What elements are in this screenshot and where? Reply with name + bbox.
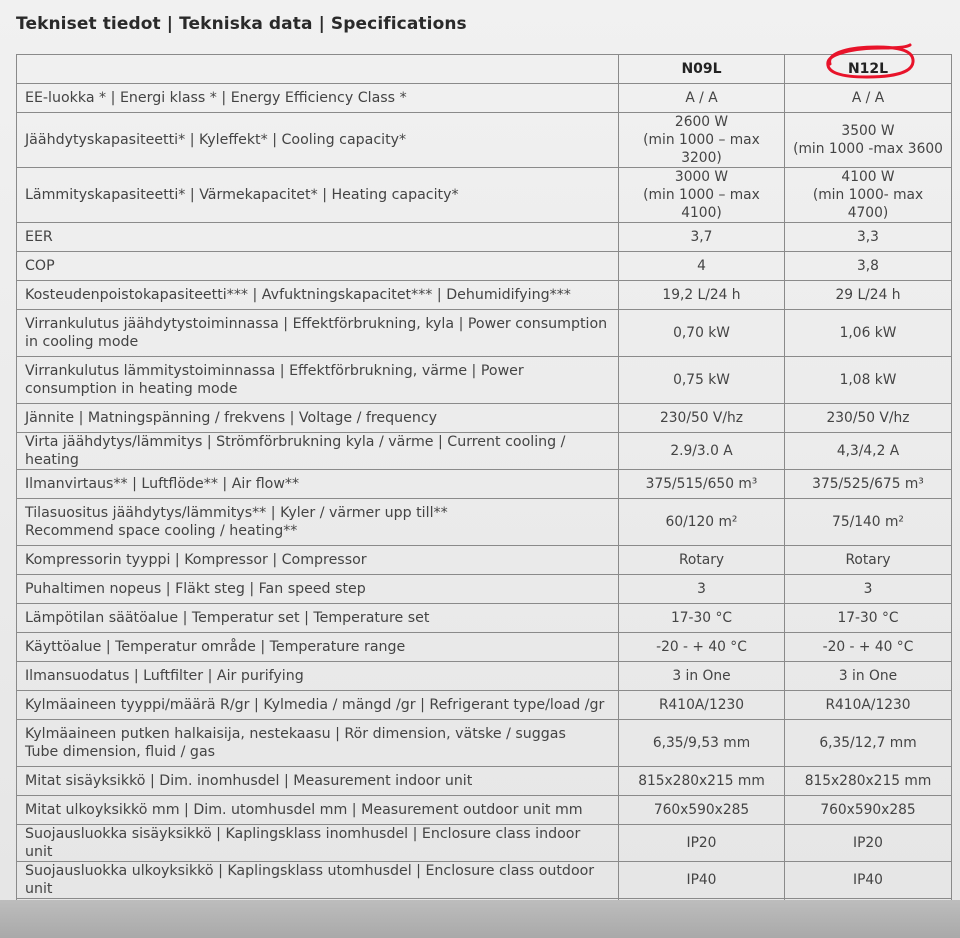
n12l-value: 3500 W (min 1000 -max 3600: [785, 113, 952, 168]
bottom-band: [0, 900, 960, 938]
table-row: [17, 252, 952, 281]
n12l-value: 3,8: [785, 252, 952, 281]
table-row: [17, 633, 952, 662]
spec-label: Kompressorin tyyppi | Kompressor | Compressor: [17, 546, 619, 575]
table-row: [17, 404, 952, 433]
table-row: [17, 767, 952, 796]
table-row: [17, 796, 952, 825]
n09l-value: 2600 W (min 1000 – max 3200): [619, 113, 785, 168]
n09l-value: 17-30 °C: [619, 604, 785, 633]
spec-label: Tilasuositus jäähdytys/lämmitys** | Kyler / värmer upp till** Recommend space cooling / heating**: [17, 499, 619, 546]
n09l-value: 3 in One: [619, 662, 785, 691]
n09l-value: 815x280x215 mm: [619, 767, 785, 796]
n12l-value: 29 L/24 h: [785, 281, 952, 310]
n09l-value: IP20: [619, 825, 785, 862]
table-row: [17, 604, 952, 633]
table-row: [17, 546, 952, 575]
n09l-value: IP40: [619, 862, 785, 899]
header-n12l: N12L: [785, 55, 952, 84]
table-row: [17, 310, 952, 357]
spec-label: Jännite | Matningspänning / frekvens | Voltage / frequency: [17, 404, 619, 433]
n09l-value: 4: [619, 252, 785, 281]
spec-label: Jäähdytyskapasiteetti* | Kyleffekt* | Cooling capacity*: [17, 113, 619, 168]
n09l-value: 3: [619, 575, 785, 604]
n09l-value: 0,70 kW: [619, 310, 785, 357]
n09l-value: A / A: [619, 84, 785, 113]
table-row: [17, 223, 952, 252]
n09l-value: R410A/1230: [619, 691, 785, 720]
spec-label: Virrankulutus jäähdytystoiminnassa | Effektförbrukning, kyla | Power consumption in cooling mode: [17, 310, 619, 357]
spec-label: Ilmanvirtaus** | Luftflöde** | Air flow**: [17, 470, 619, 499]
n12l-value: 815x280x215 mm: [785, 767, 952, 796]
spec-label: Virta jäähdytys/lämmitys | Strömförbrukning kyla / värme | Current cooling / heating: [17, 433, 619, 470]
n12l-value: 6,35/12,7 mm: [785, 720, 952, 767]
n09l-value: 760x590x285: [619, 796, 785, 825]
table-row: [17, 84, 952, 113]
spec-label: Ilmansuodatus | Luftfilter | Air purifying: [17, 662, 619, 691]
n12l-value: 1,08 kW: [785, 357, 952, 404]
page-title: Tekniset tiedot | Tekniska data | Specifications: [16, 14, 467, 34]
n12l-value: 4,3/4,2 A: [785, 433, 952, 470]
n12l-value: 4100 W (min 1000- max 4700): [785, 168, 952, 223]
spec-label: Kylmäaineen tyyppi/määrä R/gr | Kylmedia / mängd /gr | Refrigerant type/load /gr: [17, 691, 619, 720]
spec-label: COP: [17, 252, 619, 281]
n12l-value: IP20: [785, 825, 952, 862]
n12l-value: 375/525/675 m³: [785, 470, 952, 499]
n09l-value: -20 - + 40 °C: [619, 633, 785, 662]
table-row: [17, 691, 952, 720]
n12l-value: 3,3: [785, 223, 952, 252]
spec-label: Suojausluokka sisäyksikkö | Kaplingsklass inomhusdel | Enclosure class indoor unit: [17, 825, 619, 862]
n09l-value: 6,35/9,53 mm: [619, 720, 785, 767]
n12l-value: 1,06 kW: [785, 310, 952, 357]
spec-label: Lämpötilan säätöalue | Temperatur set | Temperature set: [17, 604, 619, 633]
n09l-value: 2.9/3.0 A: [619, 433, 785, 470]
spec-label: EER: [17, 223, 619, 252]
n12l-value: 760x590x285: [785, 796, 952, 825]
spec-label: Kylmäaineen putken halkaisija, nestekaasu | Rör dimension, vätske / suggas Tube dimension, fluid / gas: [17, 720, 619, 767]
table-row: [17, 168, 952, 223]
n12l-value: 230/50 V/hz: [785, 404, 952, 433]
spec-label: Mitat ulkoyksikkö mm | Dim. utomhusdel mm | Measurement outdoor unit mm: [17, 796, 619, 825]
spec-label: Mitat sisäyksikkö | Dim. inomhusdel | Measurement indoor unit: [17, 767, 619, 796]
table-row: [17, 825, 952, 862]
spec-label: Lämmityskapasiteetti* | Värmekapacitet* | Heating capacity*: [17, 168, 619, 223]
n09l-value: 3000 W (min 1000 – max 4100): [619, 168, 785, 223]
n09l-value: 19,2 L/24 h: [619, 281, 785, 310]
n12l-value: A / A: [785, 84, 952, 113]
n09l-value: 0,75 kW: [619, 357, 785, 404]
n12l-value: 75/140 m²: [785, 499, 952, 546]
table-row: [17, 720, 952, 767]
n12l-value: IP40: [785, 862, 952, 899]
spec-label: Virrankulutus lämmitystoiminnassa | Effektförbrukning, värme | Power consumption in heating mode: [17, 357, 619, 404]
spec-label: EE-luokka * | Energi klass * | Energy Efficiency Class *: [17, 84, 619, 113]
n12l-value: 3 in One: [785, 662, 952, 691]
n09l-value: Rotary: [619, 546, 785, 575]
n09l-value: 3,7: [619, 223, 785, 252]
table-row: [17, 575, 952, 604]
table-row: [17, 357, 952, 404]
table-row: [17, 662, 952, 691]
table-row: [17, 470, 952, 499]
table-row: [17, 113, 952, 168]
header-label-cell: [17, 55, 619, 84]
table-row: [17, 499, 952, 546]
n12l-value: 17-30 °C: [785, 604, 952, 633]
header-n09l: N09L: [619, 55, 785, 84]
n09l-value: 60/120 m²: [619, 499, 785, 546]
table-row: [17, 433, 952, 470]
n09l-value: 375/515/650 m³: [619, 470, 785, 499]
n12l-value: 3: [785, 575, 952, 604]
spec-label: Kosteudenpoistokapasiteetti*** | Avfuktningskapacitet*** | Dehumidifying***: [17, 281, 619, 310]
n09l-value: 230/50 V/hz: [619, 404, 785, 433]
n12l-value: -20 - + 40 °C: [785, 633, 952, 662]
spec-label: Suojausluokka ulkoyksikkö | Kaplingsklass utomhusdel | Enclosure class outdoor unit: [17, 862, 619, 899]
spec-label: Käyttöalue | Temperatur område | Temperature range: [17, 633, 619, 662]
table-row: [17, 281, 952, 310]
n12l-value: Rotary: [785, 546, 952, 575]
table-header-row: [17, 55, 952, 84]
spec-label: Puhaltimen nopeus | Fläkt steg | Fan speed step: [17, 575, 619, 604]
n12l-value: R410A/1230: [785, 691, 952, 720]
table-row: [17, 862, 952, 899]
specifications-table: [16, 54, 952, 928]
